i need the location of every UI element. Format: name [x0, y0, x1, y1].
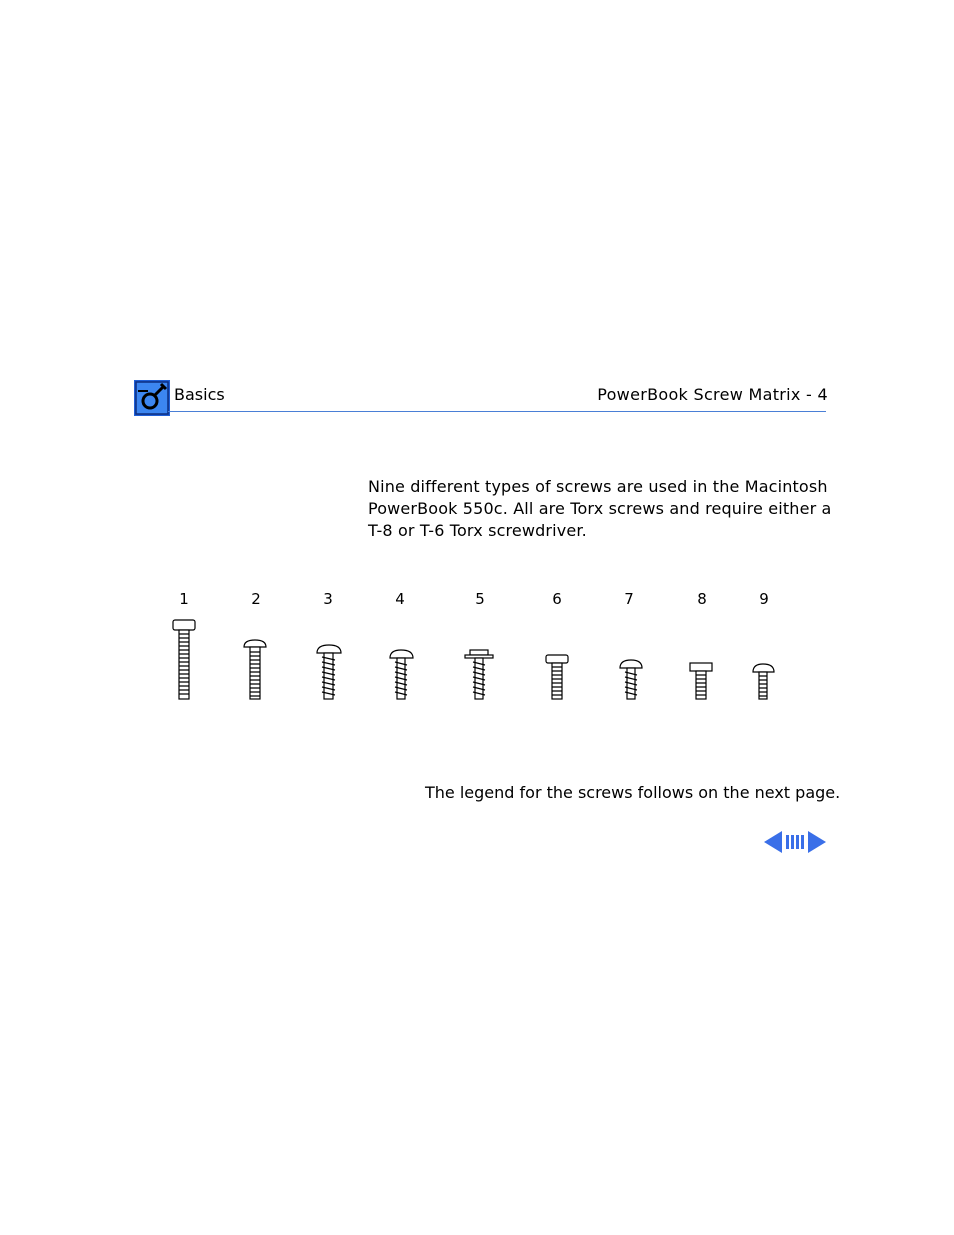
screw-5-icon	[465, 650, 493, 699]
page-title: PowerBook Screw Matrix - 4	[597, 385, 828, 404]
legend-note: The legend for the screws follows on the next page.	[425, 783, 841, 802]
page-navigation	[764, 830, 828, 854]
screw-1-icon	[173, 620, 195, 699]
screw-number: 9	[759, 590, 769, 608]
intro-line: PowerBook 550c. All are Torx screws and require either a	[368, 499, 832, 518]
right-arrow-icon[interactable]	[808, 831, 826, 853]
screw-number: 3	[323, 590, 333, 608]
screw-number: 1	[179, 590, 189, 608]
intro-line: T-8 or T-6 Torx screwdriver.	[368, 521, 587, 540]
screw-number: 2	[251, 590, 261, 608]
screw-number: 8	[697, 590, 707, 608]
screw-number: 4	[395, 590, 405, 608]
screw-3-icon	[317, 645, 341, 699]
screw-number: 6	[552, 590, 562, 608]
screw-6-icon	[546, 655, 568, 699]
screw-4-icon	[390, 650, 413, 699]
screw-number: 5	[475, 590, 485, 608]
screw-9-icon	[753, 664, 774, 699]
screw-2-icon	[244, 640, 266, 699]
page-index-icon[interactable]	[786, 835, 804, 849]
left-arrow-icon[interactable]	[764, 831, 782, 853]
section-label: Basics	[174, 385, 225, 404]
screw-8-icon	[690, 663, 712, 699]
screw-number: 7	[624, 590, 634, 608]
screw-7-icon	[620, 660, 642, 699]
intro-line: Nine different types of screws are used in the Macintosh	[368, 477, 828, 496]
